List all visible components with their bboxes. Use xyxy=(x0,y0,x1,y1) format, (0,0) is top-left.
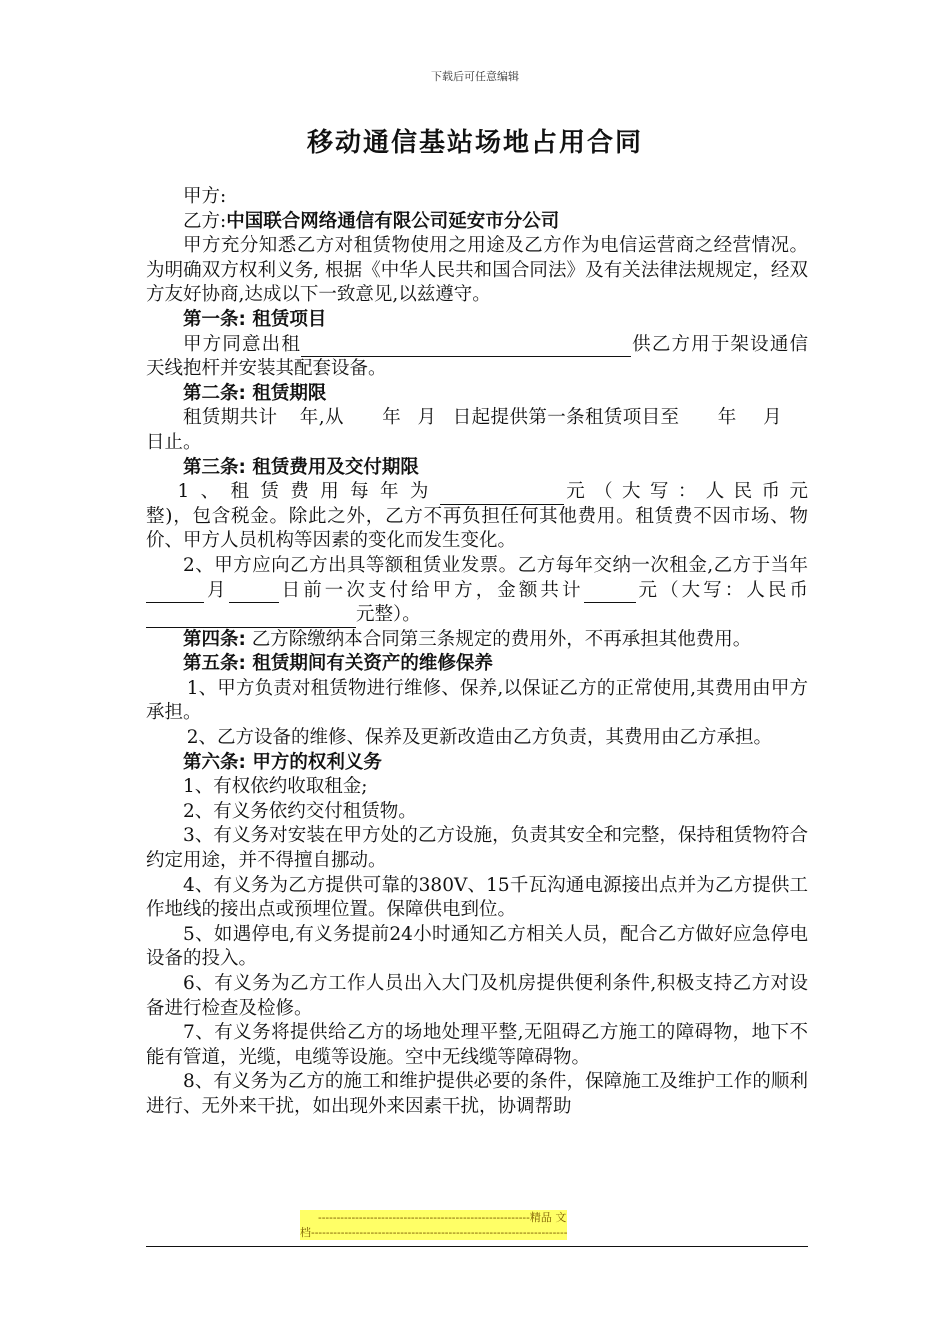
article-2-text xyxy=(146,406,808,455)
blank-amount xyxy=(584,582,636,603)
a3-c2-part: 2、甲方应向乙方出具等额租赁业发票。乙方每年交纳一次租金,乙方于当年 xyxy=(183,554,808,576)
a2-part: 日起提供第一条租赁项目至 xyxy=(452,407,680,429)
a2-part: 年 xyxy=(381,407,402,429)
party-a-line xyxy=(146,185,808,210)
article-3-heading: 第三条: 租赁费用及交付期限 xyxy=(183,456,419,478)
a2-part: 月 xyxy=(762,407,782,429)
article-5-clause-2: 2、乙方设备的维修、保养及更新改造由乙方负责，其费用由乙方承担。 xyxy=(186,727,772,749)
article-4 xyxy=(146,628,808,653)
party-b-line xyxy=(146,210,808,235)
a3-c1-end: 元整)，包含税金。除此之外，乙方不再负担任何其他费用。租赁费不因市场、物价、甲方人员机构等因素的变化而发生变化。 xyxy=(146,481,808,552)
article-4-text: 乙方除缴纳本合同第三条规定的费用外，不再承担其他费用。 xyxy=(251,628,752,650)
contract-body xyxy=(146,185,808,1120)
a1-text-after: 供乙方用于架设通信天线抱杆并安装其配套设备。 xyxy=(146,333,808,380)
a3-c1-mid: 元（大写：人民币 xyxy=(563,481,790,503)
article-6-item: 7、有义务将提供给乙方的场地处理平整,无阻碍乙方施工的障碍物，地下不能有管道，光缆，电缆等设施。空中无线缆等障碍物。 xyxy=(146,1022,808,1068)
header-note: 下载后可任意编辑 xyxy=(431,70,519,83)
article-6-item: 1、有权依约收取租金; xyxy=(183,776,368,798)
a3-c2-part: 日前一次支付给甲方，金额共计 xyxy=(278,579,584,601)
article-6-item: 3、有义务对安装在甲方处的乙方设施，负责其安全和完整，保持租赁物符合约定用途，并不得擅自挪动。 xyxy=(146,825,808,872)
article-6-heading: 第六条: 甲方的权利义务 xyxy=(183,751,382,773)
blank-month xyxy=(146,582,204,603)
footer-watermark xyxy=(300,1210,567,1240)
article-1-heading: 第一条: 租赁项目 xyxy=(183,308,327,330)
a2-part: 日止。 xyxy=(146,431,202,453)
party-a-label: 甲方: xyxy=(183,186,227,207)
article-3-clause-2 xyxy=(146,554,808,628)
article-3-clause-1 xyxy=(146,480,808,554)
blank-amount-words xyxy=(146,606,356,627)
blank-day xyxy=(229,582,279,603)
article-6-item: 8、有义务为乙方的施工和维护提供必要的条件，保障施工及维护工作的顺利进行、无外来干扰，如出现外来因素干扰，协调帮助 xyxy=(146,1071,808,1117)
document-title: 移动通信基站场地占用合同 xyxy=(306,128,643,158)
article-5-clause-1: 1、甲方负责对租赁物进行维修、保养,以保证乙方的正常使用,其费用由甲方承担。 xyxy=(146,677,808,724)
article-5-heading: 第五条: 租赁期间有关资产的维修保养 xyxy=(183,653,493,675)
blank-lease-item xyxy=(301,336,631,357)
footer-rule xyxy=(146,1246,808,1247)
a3-c2-part: 月 xyxy=(204,579,229,601)
a2-part: 年,从 xyxy=(299,407,344,429)
article-6-item: 5、如遇停电,有义务提前24小时通知乙方相关人员，配合乙方做好应急停电设备的投入。 xyxy=(146,923,808,970)
intro-paragraph: 甲方充分知悉乙方对租赁物使用之用途及乙方作为电信运营商之经营情况。为明确双方权利义务, 根据《中华人民共和国合同法》及有关法律法规规定，经双方友好协商,达成以下一致意见,以兹遵守。 xyxy=(146,235,808,306)
a3-c1-start: 1、租赁费用每年为 xyxy=(177,481,440,503)
party-b-name: 中国联合网络通信有限公司延安市分公司 xyxy=(226,210,560,232)
footer-line-1: ---------------------------------------------------------精品 文 xyxy=(300,1210,567,1225)
a2-part: 租赁期共计 xyxy=(183,407,278,429)
article-1-text xyxy=(146,333,808,382)
blank-annual-fee xyxy=(440,483,564,504)
a3-c2-part: 元整）。 xyxy=(356,604,421,626)
a1-text-before: 甲方同意出租 xyxy=(183,333,301,355)
footer-line-2: 档--------------------------------------------------------------------- xyxy=(300,1226,568,1239)
article-4-heading: 第四条: xyxy=(183,628,246,650)
article-6-item: 4、有义务为乙方提供可靠的380V、15千瓦沟通电源接出点并为乙方提供工作地线的接出点或预埋位置。保障供电到位。 xyxy=(146,874,808,921)
party-b-label: 乙方: xyxy=(183,210,227,232)
article-2-heading: 第二条: 租赁期限 xyxy=(183,382,327,404)
a2-part: 年 xyxy=(717,407,737,429)
a2-part: 月 xyxy=(417,407,437,429)
article-6-item: 2、有义务依约交付租赁物。 xyxy=(183,800,417,822)
article-6-item: 6、有义务为乙方工作人员出入大门及机房提供便利条件,积极支持乙方对设备进行检查及检修。 xyxy=(146,973,808,1019)
a3-c2-part: 元（大写：人民币 xyxy=(635,579,808,601)
